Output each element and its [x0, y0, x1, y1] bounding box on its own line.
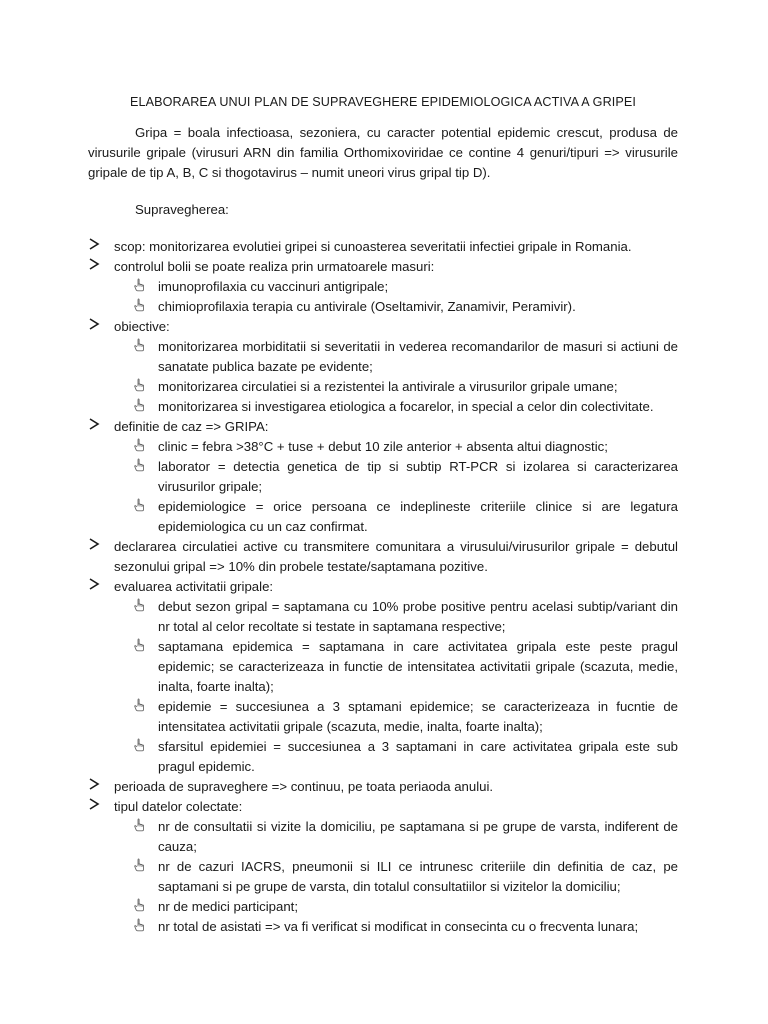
bullet-item — [88, 577, 678, 597]
sub-bullet-item — [132, 737, 678, 777]
arrow-right-icon — [88, 257, 102, 277]
arrow-right-icon — [88, 577, 102, 597]
bullet-item — [88, 797, 678, 817]
sub-bullet-item — [132, 637, 678, 697]
pointing-hand-icon — [134, 398, 146, 414]
sub-bullet-text: chimioprofilaxia terapia cu antivirale (Oseltamivir, Zanamivir, Peramivir). — [158, 299, 576, 314]
bullet-item — [88, 537, 678, 577]
bullet-item — [88, 417, 678, 437]
sub-bullet-item — [132, 457, 678, 497]
section-heading: Supravegherea: — [135, 202, 229, 217]
pointing-hand-icon — [134, 498, 146, 514]
sub-bullet-item — [132, 297, 678, 317]
sub-bullet-text: saptamana epidemica = saptamana in care activitatea gripala este peste pragul epidemic; se caracterizeaza in functie de intensitatea activitatii gripale (scazuta, medie, inalta, foarte inalta); — [158, 639, 678, 694]
arrow-right-icon — [88, 237, 102, 257]
sub-bullet-text: epidemiologice = orice persoana ce indeplineste criteriile clinice si are legatura epidemiologica cu un caz confirmat. — [158, 499, 678, 534]
sub-bullet-text: monitorizarea si investigarea etiologica a focarelor, in special a celor din colectivitate. — [158, 399, 654, 414]
sub-bullet-item — [132, 397, 678, 417]
sub-bullet-item — [132, 597, 678, 637]
bullet-item — [88, 777, 678, 797]
bullet-text: declararea circulatiei active cu transmitere comunitara a virusului/virusurilor gripale = debutul sezonului gripal => 10% din probele testate/saptamana pozitive. — [114, 539, 678, 574]
sub-bullet-text: laborator = detectia genetica de tip si subtip RT-PCR si izolarea si caracterizarea virusurilor gripale; — [158, 459, 678, 494]
sub-bullet-text: sfarsitul epidemiei = succesiunea a 3 saptamani in care activitatea gripala este sub pragul epidemic. — [158, 739, 678, 774]
pointing-hand-icon — [134, 438, 146, 454]
sub-bullet-text: epidemie = succesiunea a 3 sptamani epidemice; se caracterizeaza in fucntie de intensitatea activitatii gripale (scazuta, medie, inalta, foarte inalta); — [158, 699, 678, 734]
sub-bullet-text: clinic = febra >38°C + tuse + debut 10 zile anterior + absenta altui diagnostic; — [158, 439, 608, 454]
pointing-hand-icon — [134, 638, 146, 654]
arrow-right-icon — [88, 537, 102, 557]
pointing-hand-icon — [134, 858, 146, 874]
bullet-text: scop: monitorizarea evolutiei gripei si cunoasterea severitatii infectiei gripale in Romania. — [114, 239, 632, 254]
bullet-text: definitie de caz => GRIPA: — [114, 419, 269, 434]
bullet-text: evaluarea activitatii gripale: — [114, 579, 274, 594]
sub-bullet-text: nr de consultatii si vizite la domiciliu, pe saptamana si pe grupe de varsta, indiferent de cauza; — [158, 819, 678, 854]
pointing-hand-icon — [134, 598, 146, 614]
sub-bullet-item — [132, 857, 678, 897]
bullet-text: perioada de supraveghere => continuu, pe toata periaoda anului. — [114, 779, 494, 794]
sub-bullet-item — [132, 377, 678, 397]
sub-bullet-item — [132, 337, 678, 377]
sub-bullet-text: debut sezon gripal = saptamana cu 10% probe positive pentru acelasi subtip/variant din nr total al celor recoltate si testate in saptamana respective; — [158, 599, 678, 634]
pointing-hand-icon — [134, 738, 146, 754]
pointing-hand-icon — [134, 298, 146, 314]
bullet-text: obiective: — [114, 319, 170, 334]
sub-bullet-item — [132, 497, 678, 537]
document-title: ELABORAREA UNUI PLAN DE SUPRAVEGHERE EPIDEMIOLOGICA ACTIVA A GRIPEI — [130, 95, 636, 109]
arrow-right-icon — [88, 317, 102, 337]
sub-bullet-text: nr de medici participant; — [158, 899, 299, 914]
sub-bullet-item — [132, 437, 678, 457]
arrow-right-icon — [88, 417, 102, 437]
arrow-right-icon — [88, 777, 102, 797]
pointing-hand-icon — [134, 378, 146, 394]
sub-bullet-item — [132, 897, 678, 917]
sub-bullet-item — [132, 697, 678, 737]
pointing-hand-icon — [134, 698, 146, 714]
pointing-hand-icon — [134, 338, 146, 354]
pointing-hand-icon — [134, 898, 146, 914]
sub-bullet-text: monitorizarea morbiditatii si severitatii in vederea recomandarilor de masuri si actiuni de sanatate publica bazate pe evidente; — [158, 339, 678, 374]
sub-bullet-text: monitorizarea circulatiei si a rezistentei la antivirale a virusurilor gripale umane; — [158, 379, 618, 394]
sub-bullet-item — [132, 817, 678, 857]
sub-bullet-item — [132, 277, 678, 297]
bullet-item — [88, 237, 678, 257]
bullet-item — [88, 317, 678, 337]
pointing-hand-icon — [134, 278, 146, 294]
sub-bullet-text: nr de cazuri IACRS, pneumonii si ILI ce intrunesc criteriile din definitia de caz, pe saptamani si pe grupe de varsta, din totalul consultatiilor si vizitelor la domiciliu; — [158, 859, 678, 894]
pointing-hand-icon — [134, 458, 146, 474]
sub-bullet-text: nr total de asistati => va fi verificat si modificat in consecinta cu o frecventa lunara; — [158, 919, 639, 934]
sub-bullet-item — [132, 917, 678, 937]
bullet-text: tipul datelor colectate: — [114, 799, 243, 814]
bullet-item — [88, 257, 678, 277]
pointing-hand-icon — [134, 918, 146, 934]
arrow-right-icon — [88, 797, 102, 817]
sub-bullet-text: imunoprofilaxia cu vaccinuri antigripale; — [158, 279, 389, 294]
intro-paragraph: Gripa = boala infectioasa, sezoniera, cu caracter potential epidemic crescut, produsa de virusurile gripale (virusuri ARN din familia Orthomixoviridae ce contine 4 genuri/tipuri => virusurile gripale de tip A, B, C si thogotavirus – numit uneori virus gripal tip D). — [88, 125, 678, 180]
bullet-text: controlul bolii se poate realiza prin urmatoarele masuri: — [114, 259, 435, 274]
pointing-hand-icon — [134, 818, 146, 834]
bullet-list — [88, 237, 678, 937]
